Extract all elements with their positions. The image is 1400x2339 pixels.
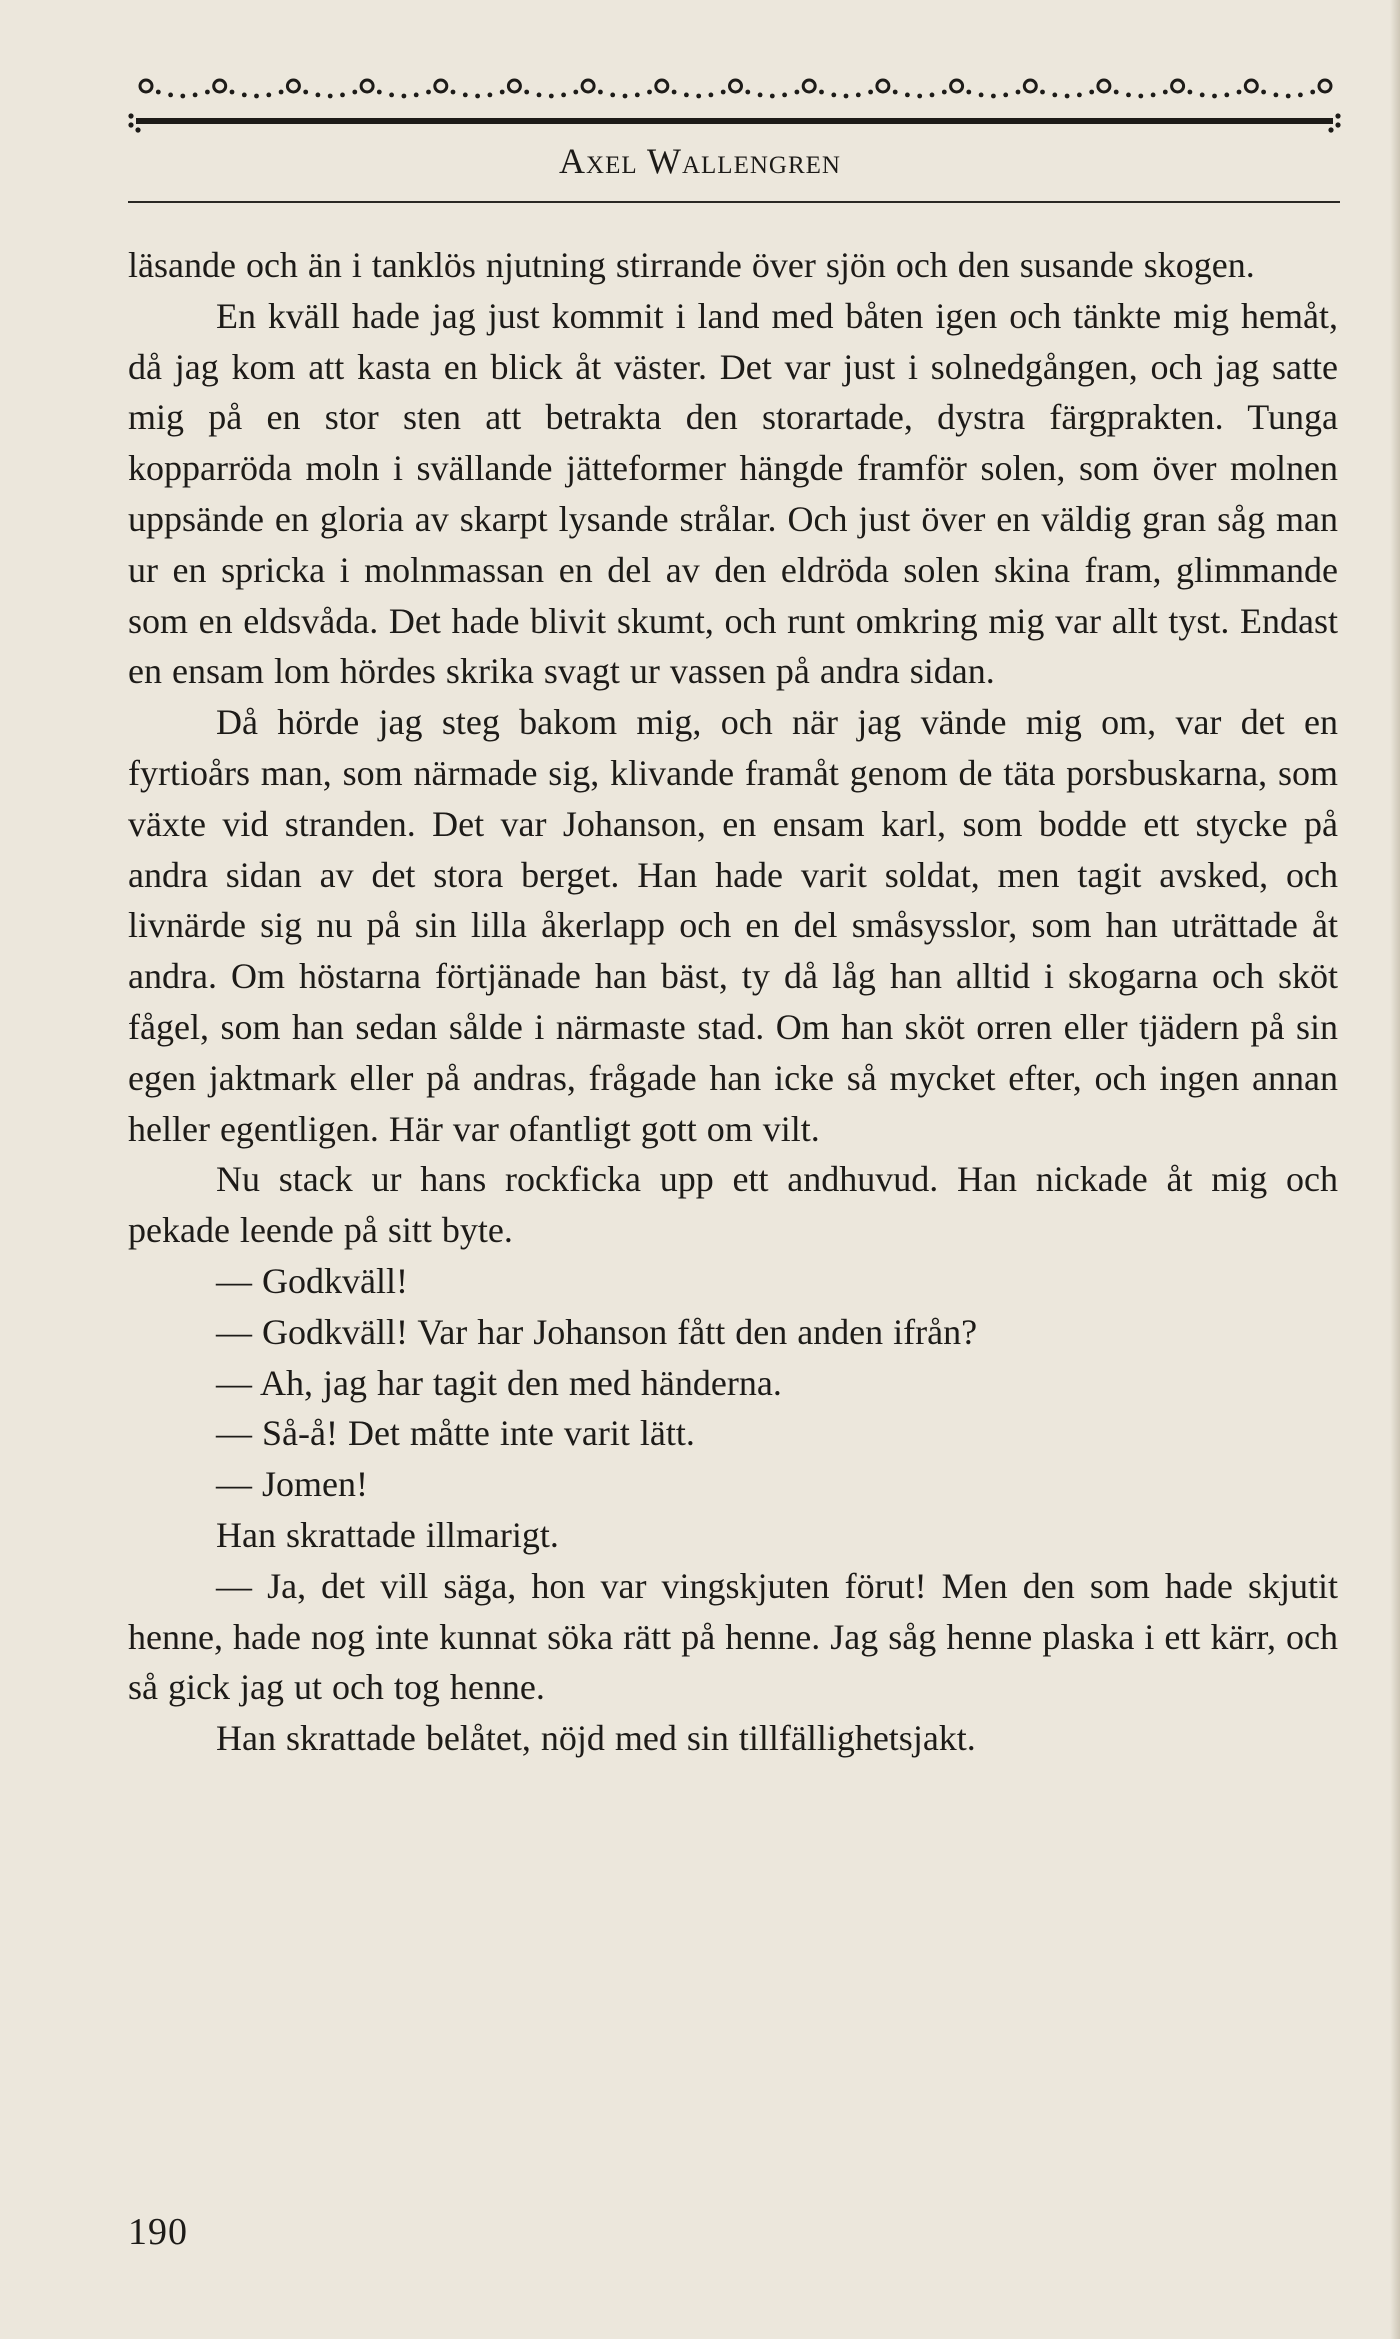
paragraph: En kväll hade jag just kommit i land med båten igen och tänkte mig hemåt, då jag kom att kasta en blick åt väster. Det var just i solnedgången, och jag satte mig på en stor sten att betrakta den storartade, dystra färgprakten. Tunga kopparröda moln i svällande jätteformer hängde framför solen, som över molnen uppsände en gloria av skarpt lysande strålar. Och just över en väldig gran såg man ur en spricka i molnmassan en del av den eldröda solen skina fram, glimmande som en eldsvåda. Det hade blivit skumt, och runt omkring mig var allt tyst. Endast en ensam lom hördes skrika svagt ur vassen på andra sidan. [128, 295, 1338, 692]
dialogue-line: — Godkväll! Var har Johanson fått den anden ifrån? [216, 1311, 978, 1352]
paragraph: Han skrattade illmarigt. [216, 1514, 559, 1555]
dialogue-line: — Ja, det vill säga, hon var vingskjuten förut! Men den som hade skjutit henne, hade nog inte kunnat söka rätt på henne. Jag såg henne plaska i ett kärr, och så gick jag ut och tog henne. [128, 1565, 1338, 1708]
header-author: Axel Wallengren [559, 141, 841, 181]
page-number: 190 [128, 2211, 188, 2253]
paragraph: Då hörde jag steg bakom mig, och när jag vände mig om, var det en fyrtioårs man, som närmade sig, klivande framåt genom de täta porsbuskarna, som växte vid stranden. Det var Johanson, en ensam karl, som bodde ett stycke på andra sidan av det stora berget. Han hade varit soldat, men tagit avsked, och livnärde sig nu på sin lilla åkerlapp och en del småsysslor, som han uträttade åt andra. Om höstarna förtjänade han bäst, ty då låg han alltid i skogarna och sköt fågel, som han sedan sålde i närmaste stad. Om han sköt orren eller tjädern på sin egen jaktmark eller på andras, frågade han icke så mycket efter, och ingen annan heller egentligen. Här var ofantligt gott om vilt. [128, 702, 1338, 1149]
paragraph: Nu stack ur hans rockficka upp ett andhuvud. Han nickade åt mig och pekade leende på sitt byte. [128, 1159, 1338, 1251]
paragraph: Han skrattade belåtet, nöjd med sin tillfällighetsjakt. [216, 1718, 976, 1759]
body-text [128, 240, 1338, 1764]
running-header [0, 140, 1400, 182]
header-rule [128, 201, 1340, 203]
dialogue-line: — Jomen! [216, 1464, 368, 1505]
dialogue-line: — Ah, jag har tagit den med händerna. [216, 1362, 782, 1403]
paragraph-continuation: läsande och än i tanklös njutning stirrande över sjön och den susande skogen. [128, 245, 1255, 285]
dialogue-line: — Så-å! Det måtte inte varit lätt. [216, 1413, 695, 1454]
ornament-border-icon [128, 66, 1341, 136]
page-edge [1390, 0, 1400, 2339]
dialogue-line: — Godkväll! [216, 1260, 408, 1301]
